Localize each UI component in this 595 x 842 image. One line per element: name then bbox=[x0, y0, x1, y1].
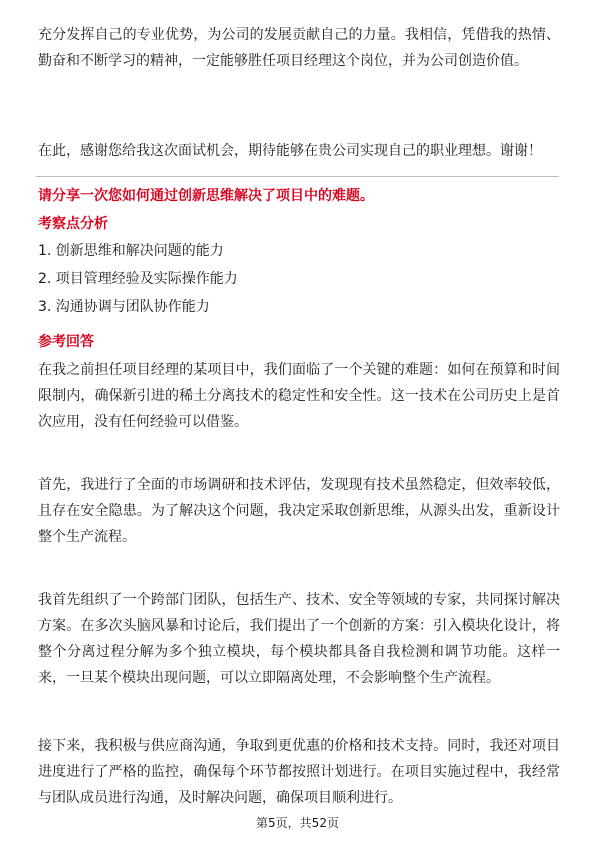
analysis-item-2: 2. 项目管理经验及实际操作能力 bbox=[38, 271, 238, 287]
page-number-footer: 第5页，共52页 bbox=[256, 816, 339, 830]
section-divider bbox=[36, 176, 559, 177]
analysis-heading: 考察点分析 bbox=[38, 216, 108, 232]
analysis-item-1: 1. 创新思维和解决问题的能力 bbox=[38, 243, 224, 259]
answer-paragraph-1: 在我之前担任项目经理的某项目中，我们面临了一个关键的难题：如何在预算和时间限制内，确保新引进的稀土分离技术的稳定性和安全性。这一技术在公司历史上是首次应用，没有任何经验可以借鉴。 bbox=[38, 362, 560, 430]
question-title: 请分享一次您如何通过创新思维解决了项目中的难题。 bbox=[38, 188, 374, 204]
answer-paragraph-2: 首先，我进行了全面的市场调研和技术评估，发现现有技术虽然稳定，但效率较低，且存在安全隐患。为了解决这个问题，我决定采取创新思维，从源头出发，重新设计整个生产流程。 bbox=[38, 477, 560, 545]
answer-heading: 参考回答 bbox=[38, 334, 94, 350]
intro-paragraph-1: 充分发挥自己的专业优势，为公司的发展贡献自己的力量。我相信，凭借我的热情、勤奋和不断学习的精神，一定能够胜任项目经理这个岗位，并为公司创造价值。 bbox=[38, 27, 560, 69]
intro-paragraph-2: 在此，感谢您给我这次面试机会，期待能够在贵公司实现自己的职业理想。谢谢！ bbox=[38, 143, 542, 159]
answer-paragraph-3: 我首先组织了一个跨部门团队，包括生产、技术、安全等领域的专家，共同探讨解决方案。在多次头脑风暴和讨论后，我们提出了一个创新的方案：引入模块化设计，将整个分离过程分解为多个独立模块，每个模块都具备自我检测和调节功能。这样一来，一旦某个模块出现问题，可以立即隔离处理，不会影响整个生产流程。 bbox=[38, 592, 560, 686]
answer-paragraph-4: 接下来，我积极与供应商沟通，争取到更优惠的价格和技术支持。同时，我还对项目进度进行了严格的监控，确保每个环节都按照计划进行。在项目实施过程中，我经常与团队成员进行沟通，及时解决问题，确保项目顺利进行。 bbox=[38, 738, 560, 806]
analysis-item-3: 3. 沟通协调与团队协作能力 bbox=[38, 299, 210, 315]
